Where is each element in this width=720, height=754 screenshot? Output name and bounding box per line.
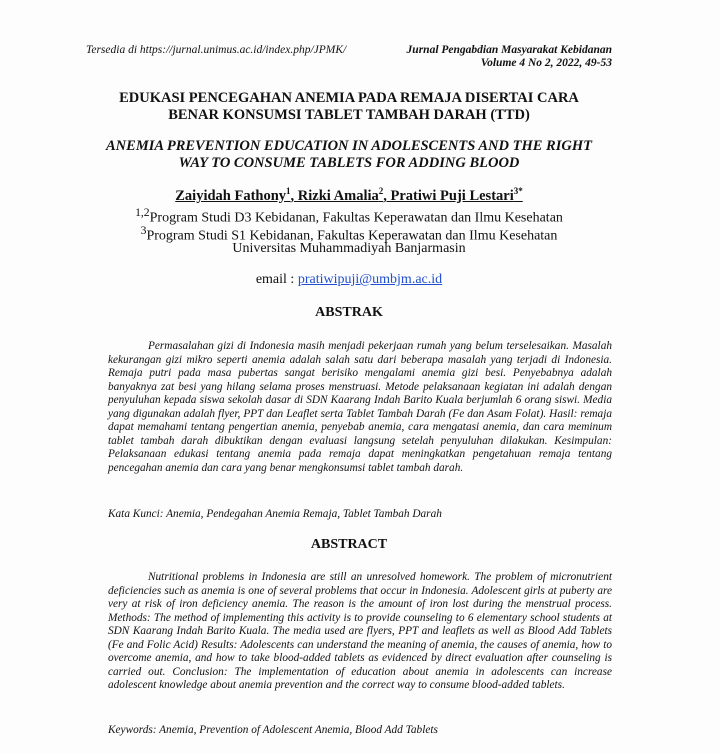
abstract-keywords: Keywords: Anemia, Prevention of Adolescent Anemia, Blood Add Tablets — [108, 724, 438, 736]
title-id-line2: BENAR KONSUMSI TABLET TAMBAH DARAH (TTD) — [168, 107, 530, 123]
affiliation-2-sup: 3 — [140, 224, 147, 237]
affiliation-1-sup: 1,2 — [135, 206, 150, 219]
title-english — [86, 138, 612, 172]
abstrak-heading: ABSTRAK — [315, 305, 383, 320]
abstract-heading: ABSTRACT — [310, 537, 388, 552]
title-indonesian — [86, 90, 612, 124]
author-2-sup: 2 — [378, 186, 384, 196]
journal-name: Jurnal Pengabdian Masyarakat Kebidanan — [406, 44, 612, 56]
title-en-line2: WAY TO CONSUME TABLETS FOR ADDING BLOOD — [178, 155, 520, 171]
affiliation-3: Universitas Muhammadiyah Banjarmasin — [232, 241, 466, 256]
author-3: Pratiwi Puji Lestari — [390, 187, 514, 204]
abstract-body: Nutritional problems in Indonesia are still an unresolved homework. The problem of micronutrient deficiencies such as anemia is one of several problems that occur in Indonesia. Adolescent girls at puberty are very at risk of iron deficiency anemia. The reason is the amount of iron lost during the menstrual process. Methods: The method of implementing this activity is to provide counseling to 6 elementary school students at SDN Kaarang Indah Barito Kuala. The media used are flyers, PPT and leaflets as well as Blood Add Tablets (Fe and Folic Acid) Results: Adolescents can understand the meaning of anemia, the causes of anemia, how to overcome anemia, and how to take blood-added tablets as evidenced by direct evaluation after counseling is carried out. Conclusion: The implementation of education about anemia in adolescents can increase adolescent knowledge about anemia prevention and the correct way to consume blood-added tablets. — [108, 571, 612, 691]
journal-info — [407, 44, 612, 70]
affiliation-2-text: Program Studi S1 Kebidanan, Fakultas Keperawatan dan Ilmu Kesehatan — [146, 228, 558, 244]
author-1: Zaiyidah Fathony — [175, 187, 287, 204]
author-3-sup: 3* — [513, 186, 523, 196]
author-separator: , — [290, 187, 298, 204]
author-1-sup: 1 — [286, 186, 291, 196]
author-separator: , — [383, 187, 391, 204]
journal-url[interactable]: Tersedia di https://jurnal.unimus.ac.id/index.php/JPMK/ — [86, 44, 347, 56]
abstrak-body: Permasalahan gizi di Indonesia masih menjadi pekerjaan rumah yang belum terselesaikan. Masalah kekurangan gizi mikro seperti anemia adalah salah satu dari beberapa masalah yang terjadi di Indonesia. Remaja putri pada masa pubertas sangat berisiko mengalami anemia gizi besi. Penyebabnya adalah banyaknya zat besi yang hilang selama proses menstruasi. Metode pelaksanaan kegiatan ini adalah dengan penyuluhan kepada siswa sekolah dasar di SDN Kaarang Indah Barito Kuala berjumlah 6 orang siswi. Media yang digunakan adalah flyer, PPT dan Leaflet serta Tablet Tambah Darah (Fe dan Asam Folat). Hasil: remaja dapat memahami tentang pengertian anemia, penyebab anemia, cara mengatasi anemia, dan cara meminum tablet tambah darah dibuktikan dengan evaluasi langsung setelah penyuluhan dilakukan. Kesimpulan: Pelaksanaan edukasi tentang anemia pada remaja dapat meningkatkan pengetahuan remaja tentang pencegahan anemia dan cara yang benar mengkonsumsi tablet tambah darah. — [108, 340, 612, 474]
author-list — [86, 186, 612, 205]
affiliation-1-text: Program Studi D3 Kebidanan, Fakultas Keperawatan dan Ilmu Kesehatan — [149, 210, 563, 226]
author-2: Rizki Amalia — [297, 187, 379, 204]
email-line — [86, 272, 612, 288]
email-label: email : — [255, 272, 298, 287]
abstrak-keywords: Kata Kunci: Anemia, Pendegahan Anemia Remaja, Tablet Tambah Darah — [108, 508, 442, 520]
title-en-line1: ANEMIA PREVENTION EDUCATION IN ADOLESCENTS AND THE RIGHT — [106, 138, 592, 154]
title-id-line1: EDUKASI PENCEGAHAN ANEMIA PADA REMAJA DISERTAI CARA — [119, 90, 579, 106]
journal-volume: Volume 4 No 2, 2022, 49-53 — [480, 57, 612, 69]
email-link[interactable]: pratiwipuji@umbjm.ac.id — [297, 272, 443, 287]
